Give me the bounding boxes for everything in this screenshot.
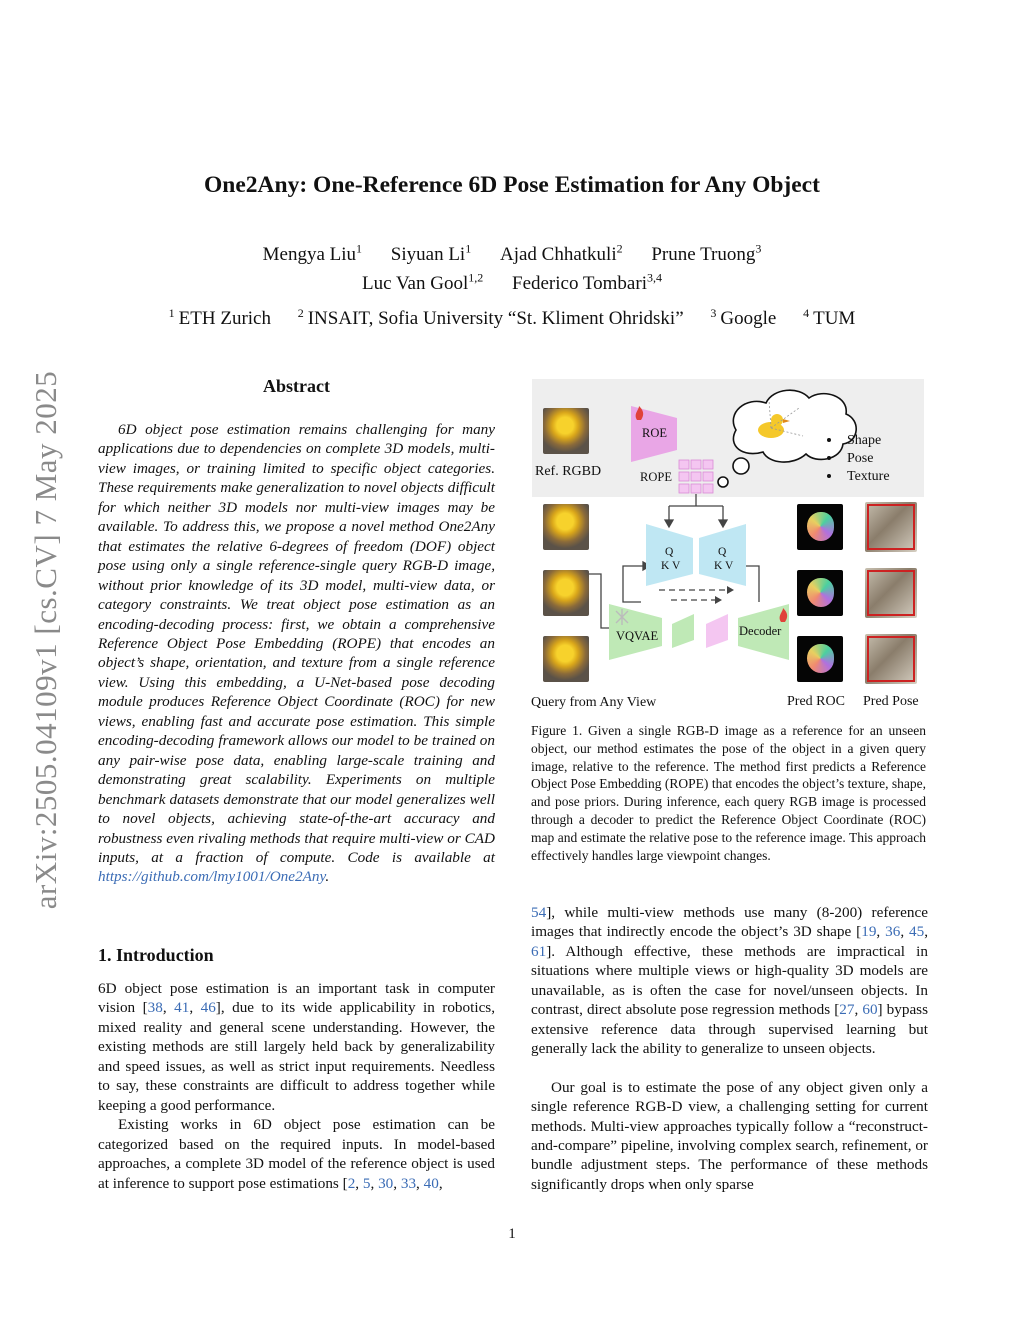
label-kv2: K V — [714, 560, 734, 572]
paper-title: One2Any: One-Reference 6D Pose Estimation for Any Object — [204, 172, 820, 198]
label-rope: ROPE — [640, 470, 672, 484]
author: Ajad Chhatkuli$^2$ — [499, 242, 623, 266]
page-number: 1 — [508, 1226, 516, 1242]
section-heading-introduction: 1. Introduction — [98, 945, 214, 965]
citation-link[interactable]: 46 — [200, 999, 216, 1017]
rope-grid — [679, 460, 713, 493]
pred-pose-image-1 — [865, 502, 917, 552]
thought-cloud — [718, 390, 856, 487]
citation-link[interactable]: 5 — [362, 1174, 371, 1192]
query-image-3 — [543, 636, 589, 682]
pred-pose-image-2 — [865, 568, 917, 618]
pred-pose-image-3 — [865, 634, 917, 684]
citation-link[interactable]: 54 — [531, 904, 547, 921]
label-query: Query from Any View — [531, 695, 657, 710]
citation-link[interactable]: 19 — [861, 923, 877, 941]
citation-link[interactable]: 2 — [347, 1174, 356, 1192]
bullet-texture: Texture — [847, 469, 890, 484]
intro-paragraph-2: Existing works in 6D object pose estimation can be categorized based on the required inputs. In model-based approaches, a complete 3D model of the reference object is used at inference to support pose estimations [2, 5, 30, 33, 40, — [98, 1116, 495, 1192]
right-paragraph-2: Our goal is to estimate the pose of any object given only a single reference RGB-D view, a challenging setting for current methods. Multi-view approaches typically follow a “reconstruct-and-compare” pipeline, involving complex search, refinement, or bundle adjustment steps. The performance of these methods significantly drops when only sparse — [531, 1078, 928, 1193]
reference-rgbd-image — [543, 408, 589, 454]
label-vqvae: VQVAE — [616, 629, 659, 643]
author: Mengya Liu$^1$ — [262, 242, 363, 266]
citation-link[interactable]: 38 — [147, 999, 163, 1017]
pred-roc-map-3 — [797, 636, 843, 682]
label-pred-roc: Pred ROC — [787, 694, 845, 709]
pred-roc-map-2 — [797, 570, 843, 616]
right-paragraph-1: 54], while multi-view methods use many (8-200) reference images that indirectly encode the object’s 3D shape [19, 36, 45, 61]. Although effective, these methods are impractical in situations where multiple views or high-quality 3D models are unavailable, as is often the case for novel/unseen objects. In contrast, direct absolute pose regression methods [27, 60] bypass extensive reference data through supervised learning but generally lack the ability to generalize to unseen objects. — [531, 904, 929, 1058]
citation-link[interactable]: 45 — [909, 923, 925, 941]
arxiv-stamp-text: arXiv:2505.04109v1 [cs.CV] 7 May 2025 — [28, 370, 63, 910]
bullet-pose: Pose — [847, 451, 874, 466]
label-roe: ROE — [642, 426, 667, 440]
label-q2: Q — [718, 546, 727, 558]
figure-1 — [531, 378, 926, 713]
query-image-1 — [543, 504, 589, 550]
affiliation: $^4$ TUM — [803, 306, 856, 330]
citation-link[interactable]: 40 — [423, 1174, 439, 1192]
query-image-2 — [543, 570, 589, 616]
abstract-paragraph: 6D object pose estimation remains challenging for many applications due to dependencies on complete 3D models, multi-view images, or training limited to specific object categories. These requirements make generalization to novel objects difficult for which neither 3D models nor multi-view images may be available. To address this, we propose a novel method One2Any that estimates the relative 6-degrees of freedom (DOF) object pose using only a single reference-single query RGB-D image, without prior knowledge of its 3D model, multi-view data, or category constraints. We treat object pose estimation as an encoding-decoding process: first, we obtain a comprehensive Reference Object Pose Embedding (ROPE) that encodes an object’s shape, orientation, and texture from a single reference view. Using this embedding, a U-Net-based pose decoding module produces Reference Object Coordinate (ROC) for new views, enabling fast and accurate pose estimation. This simple encoding-decoding framework allows our model to be trained on any pair-wise pose data, enabling large-scale training and demonstrating great scalability. Experiments on multiple benchmark datasets demonstrate that our model generalizes well to novel objects, achieving state-of-the-art accuracy and robustness even rivaling methods that require multi-view or CAD inputs, at a fraction of compute. Code is available at https://github.com/lmy1001/One2Any. — [98, 421, 495, 886]
affiliation-list — [0, 306, 1024, 330]
pred-roc-map-1 — [797, 504, 843, 550]
citation-link[interactable]: 61 — [531, 942, 547, 960]
author-list — [0, 238, 1024, 295]
arxiv-stamp — [26, 345, 66, 935]
author: Prune Truong$^3$ — [651, 242, 762, 266]
introduction-body — [98, 979, 495, 1193]
label-kv1: K V — [661, 560, 681, 572]
author: Siyuan Li$^1$ — [390, 242, 472, 266]
code-link[interactable]: https://github.com/lmy1001/One2Any — [98, 868, 326, 886]
label-decoder: Decoder — [739, 624, 782, 638]
intro-paragraph-1: 6D object pose estimation is an important task in computer vision [38, 41, 46], due to its wide applicability in robotics, mixed reality and general scene understanding. However, the existing methods are still largely held back by generalizability and speed issues, as well as strict input requirements. Needless to say, these constraints are difficult to address together while keeping a good performance. — [98, 980, 496, 1114]
figure-caption: Figure 1. Given a single RGB-D image as a reference for an unseen object, our method estimates the pose of the object in a given query image, relative to the reference. The method first predicts a Reference Object Pose Embedding (ROPE) that encodes the object’s texture, shape, and pose priors. During inference, each query RGB image is processed through a decoder to predict the Reference Object Coordinate (ROC) map and estimate the relative pose to the reference image. This approach effectively handles large viewpoint changes. — [531, 723, 926, 863]
affiliation: $^3$ Google — [710, 306, 777, 330]
rope-feature-block — [706, 614, 728, 648]
author-line-2 — [0, 266, 1024, 294]
citation-link[interactable]: 27 — [839, 1001, 855, 1019]
right-column-body — [531, 903, 928, 1194]
query-arrows — [589, 574, 609, 628]
author: Luc Van Gool$^{1,2}$ — [362, 270, 484, 294]
abstract-heading: Abstract — [263, 376, 330, 396]
label-ref-rgbd: Ref. RGBD — [535, 464, 602, 479]
affiliation: $^1$ ETH Zurich — [168, 306, 271, 330]
abstract-body — [98, 420, 495, 887]
latent-feature-block — [672, 614, 694, 648]
label-q1: Q — [665, 546, 674, 558]
label-pred-pose: Pred Pose — [863, 694, 919, 709]
bullet-shape: Shape — [847, 433, 882, 448]
citation-link[interactable]: 36 — [885, 923, 901, 941]
citation-link[interactable]: 30 — [378, 1174, 394, 1192]
citation-link[interactable]: 60 — [862, 1001, 878, 1019]
citation-link[interactable]: 41 — [174, 999, 190, 1017]
citation-link[interactable]: 33 — [400, 1174, 417, 1192]
author-line-1 — [0, 238, 1024, 266]
author: Federico Tombari$^{3,4}$ — [512, 270, 662, 294]
affiliation: $^2$ INSAIT, Sofia University “St. Kliment Ohridski” — [297, 306, 684, 330]
